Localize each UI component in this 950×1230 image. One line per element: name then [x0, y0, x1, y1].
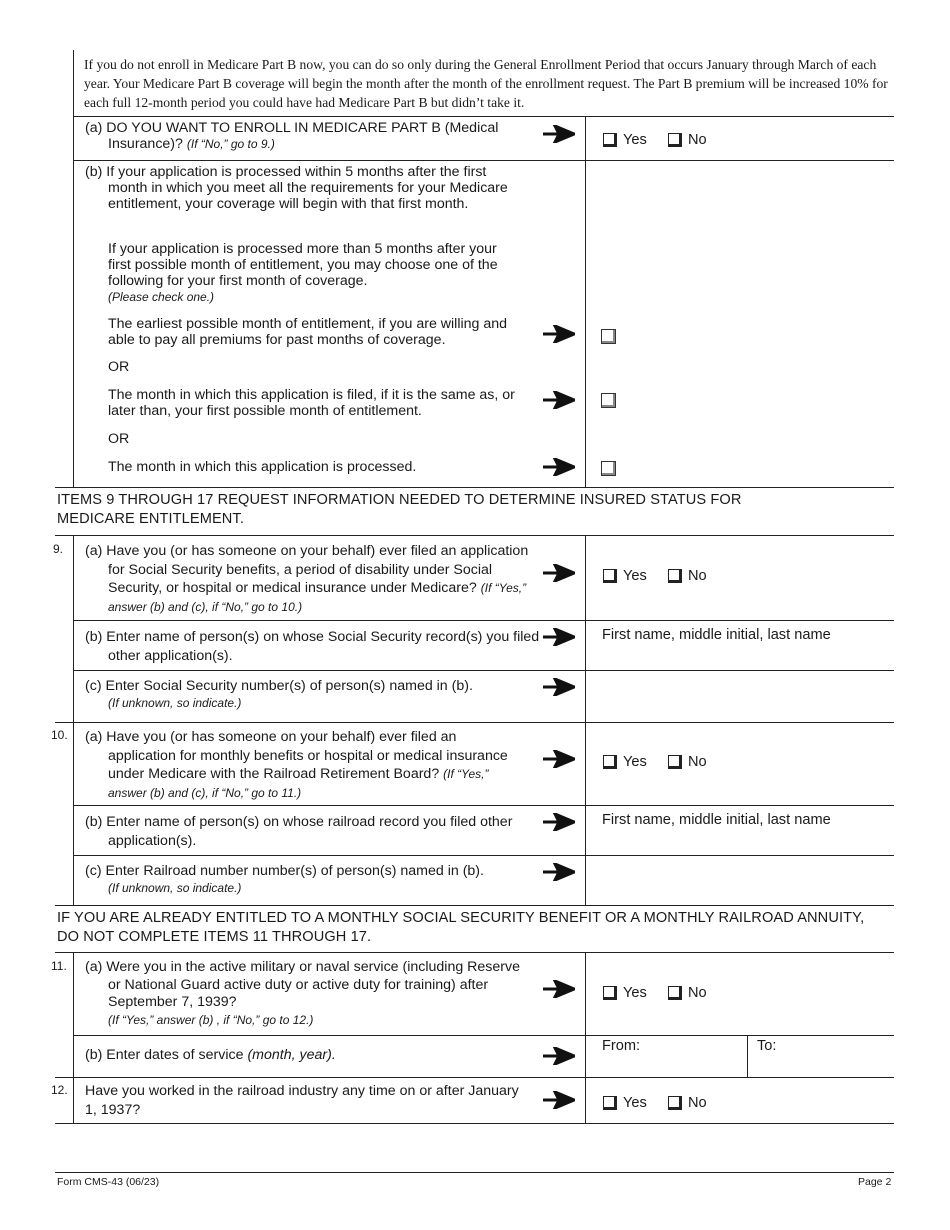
item9a-note: (If “Yes,” answer (b) and (c), if “No,” go to 10.): [108, 581, 527, 614]
rule: [73, 670, 894, 671]
item8a-note: (If “No,” go to 9.): [186, 137, 275, 151]
yes-label: Yes: [623, 1095, 647, 1111]
arrow-right-icon: [543, 564, 575, 582]
item11b-from-field[interactable]: From:: [602, 1038, 641, 1054]
no-label: No: [688, 132, 707, 148]
rule: [55, 535, 894, 536]
item8a-question: [85, 120, 525, 152]
item9c-question: [85, 678, 540, 712]
item10c-railroad-number-field[interactable]: [587, 857, 893, 903]
item9c-ssn-field[interactable]: [587, 672, 893, 720]
item11a-text: (a) Were you in the active military or naval service (including Reserve or National Guard active duty or active duty for training) after September 7, 1939?: [85, 959, 520, 1010]
item12-yes-checkbox[interactable]: [603, 1095, 647, 1111]
section-heading-items-9-17: ITEMS 9 THROUGH 17 REQUEST INFORMATION NEEDED TO DETERMINE INSURED STATUS FOR MEDICARE ENTITLEMENT.: [57, 492, 742, 527]
answer-column-border: [585, 116, 586, 488]
item11b-to-field[interactable]: To:: [757, 1038, 777, 1054]
rule: [55, 722, 894, 723]
item10a-text: (a) Have you (or has someone on your behalf) ever filed an application for monthly benefits or hospital or medical insurance under Medicare with the Railroad Retirement Board?: [85, 729, 508, 782]
item10a-no-checkbox[interactable]: [668, 754, 707, 770]
item8b-text: (b) If your application is processed within 5 months after the first month in which you meet all the requirements for your Medicare entitlement, your coverage will begin with that first month.: [85, 164, 508, 212]
left-border-items11-12: [73, 952, 74, 1123]
item9b-name-field[interactable]: First name, middle initial, last name: [602, 627, 831, 643]
arrow-right-icon: [543, 1091, 575, 1109]
item8a-yes-checkbox[interactable]: [603, 132, 647, 148]
item10a-yes-checkbox[interactable]: [603, 754, 647, 770]
item10a-question: [85, 728, 525, 802]
or-label: OR: [108, 431, 130, 447]
yes-label: Yes: [623, 754, 647, 770]
left-border-items9-10: [73, 535, 74, 905]
footer-rule: [55, 1172, 894, 1173]
arrow-right-icon: [543, 1047, 575, 1065]
page-number: Page 2: [858, 1176, 892, 1188]
rule: [73, 116, 894, 117]
item11-number: 11.: [51, 959, 67, 973]
yes-label: Yes: [623, 985, 647, 1001]
item12-number: 12.: [51, 1083, 68, 1097]
rule: [55, 1123, 894, 1124]
item10b-text: (b) Enter name of person(s) on whose railroad record you filed other application(s).: [85, 814, 513, 849]
item10a-note: (If “Yes,” answer (b) and (c), if “No,” go to 11.): [108, 767, 489, 800]
rule: [73, 805, 894, 806]
item8b-note: (Please check one.): [108, 290, 215, 304]
rule: [55, 487, 894, 488]
item12-no-checkbox[interactable]: [668, 1095, 707, 1111]
part-b-intro-text: If you do not enroll in Medicare Part B now, you can do so only during the General Enrollment Period that occurs January through March of each year. Your Medicare Part B coverage will begin the month after the month of the enrollment request. The Part B premium will be increased 10% for each full 12-month period you could have had Medicare Part B but didn’t take it.: [84, 57, 888, 110]
arrow-right-icon: [543, 125, 575, 143]
arrow-right-icon: [543, 863, 575, 881]
item8b-text2-block: [108, 241, 518, 305]
no-label: No: [688, 985, 707, 1001]
item11a-no-checkbox[interactable]: [668, 985, 707, 1001]
item10b-question: [85, 813, 530, 850]
item8b-option3: The month in which this application is processed.: [108, 459, 417, 475]
rule: [73, 1035, 894, 1036]
rule: [73, 855, 894, 856]
form-number: Form CMS-43 (06/23): [57, 1176, 160, 1188]
arrow-right-icon: [543, 813, 575, 831]
item8b-text2: If your application is processed more than 5 months after your first possible month of entitlement, you may choose one of the following for your first month of coverage.: [108, 241, 498, 289]
rule: [55, 1077, 894, 1078]
item9a-text: (a) Have you (or has someone on your behalf) ever filed an application for Social Security benefits, a period of disability under Social Security, or hospital or medical insurance under Medicare?: [85, 543, 529, 596]
section-heading-already-entitled: IF YOU ARE ALREADY ENTITLED TO A MONTHLY SOCIAL SECURITY BENEFIT OR A MONTHLY RAILROAD ANNUITY, DO NOT COMPLETE ITEMS 11 THROUGH 17.: [57, 910, 865, 945]
item9-number: 9.: [53, 542, 64, 556]
item8b-option2: The month in which this application is filed, if it is the same as, or later than, your first possible month of entitlement.: [108, 387, 515, 419]
answer-column-border: [585, 952, 586, 1123]
from-to-divider: [747, 1035, 748, 1077]
item11a-yes-checkbox[interactable]: [603, 985, 647, 1001]
item8b-option1-checkbox[interactable]: [601, 329, 616, 344]
no-label: No: [688, 1095, 707, 1111]
item8b-option1: The earliest possible month of entitlement, if you are willing and able to pay all premiums for past months of coverage.: [108, 316, 508, 348]
rule: [55, 905, 894, 906]
item8a-no-checkbox[interactable]: [668, 132, 707, 148]
no-label: No: [688, 568, 707, 584]
item11b-text: (b) Enter dates of service: [85, 1047, 244, 1063]
item9a-no-checkbox[interactable]: [668, 568, 707, 584]
item9a-yes-checkbox[interactable]: [603, 568, 647, 584]
item8a-text: (a) DO YOU WANT TO ENROLL IN MEDICARE PART B (Medical Insurance)?: [85, 120, 499, 152]
yes-label: Yes: [623, 132, 647, 148]
item8b-option3-checkbox[interactable]: [601, 461, 616, 476]
item11b-note: (month, year).: [247, 1047, 336, 1063]
arrow-right-icon: [543, 458, 575, 476]
item9a-question: [85, 542, 540, 616]
arrow-right-icon: [543, 391, 575, 409]
or-label: OR: [108, 359, 130, 375]
arrow-right-icon: [543, 678, 575, 696]
item10c-note: (If unknown, so indicate.): [108, 881, 242, 895]
item11a-note: (If “Yes,” answer (b) , if “No,” go to 12.): [108, 1012, 314, 1027]
item9c-text: (c) Enter Social Security number(s) of person(s) named in (b).: [85, 678, 473, 694]
item9c-note: (If unknown, so indicate.): [108, 696, 242, 710]
arrow-right-icon: [543, 980, 575, 998]
item10c-question: [85, 863, 540, 897]
item10-number: 10.: [51, 728, 68, 742]
rule: [73, 160, 894, 161]
rule: [55, 952, 894, 953]
item9b-text: (b) Enter name of person(s) on whose Social Security record(s) you filed other application(s).: [85, 629, 540, 664]
arrow-right-icon: [543, 750, 575, 768]
no-label: No: [688, 754, 707, 770]
arrow-right-icon: [543, 325, 575, 343]
arrow-right-icon: [543, 628, 575, 646]
item10c-text: (c) Enter Railroad number number(s) of person(s) named in (b).: [85, 863, 484, 879]
item8b-question: [85, 164, 525, 212]
answer-column-border: [585, 535, 586, 905]
yes-label: Yes: [623, 568, 647, 584]
item12-question: Have you worked in the railroad industry any time on or after January 1, 1937?: [85, 1083, 519, 1118]
item11a-question: [85, 959, 525, 1029]
item11b-question: [85, 1047, 525, 1063]
item10b-name-field[interactable]: First name, middle initial, last name: [602, 812, 831, 828]
item8b-option2-checkbox[interactable]: [601, 393, 616, 408]
rule: [73, 620, 894, 621]
item9b-question: [85, 628, 540, 665]
